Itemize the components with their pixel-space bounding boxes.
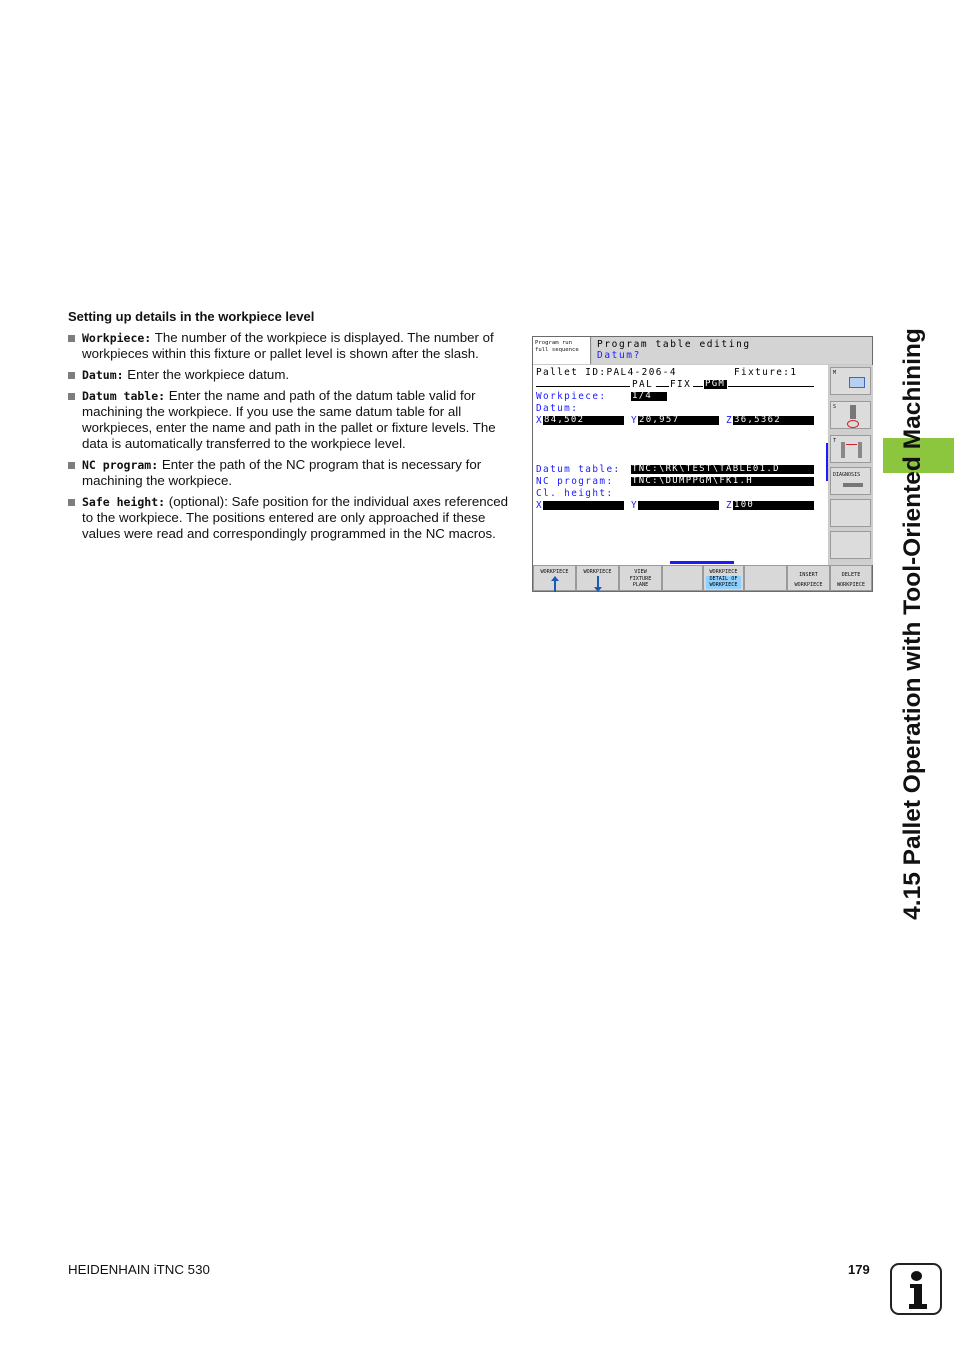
cl-z-field[interactable]: 100 [733, 501, 814, 510]
scroll-indicator [670, 561, 734, 564]
bullet-square-icon [68, 499, 75, 506]
softkey-label: VIEW [634, 569, 647, 575]
list-item [68, 494, 510, 542]
datum-table-field[interactable]: TNC:\RK\TEST\TABLE01.D [631, 465, 814, 474]
screen-header [592, 337, 872, 364]
info-icon [890, 1263, 942, 1315]
datum-x-label: X [536, 415, 544, 426]
softkey-insert-workpiece[interactable] [787, 565, 830, 591]
softkey-label: WORKPIECE [794, 581, 823, 588]
side-key-empty[interactable] [830, 531, 871, 559]
datum-z-field[interactable]: 36,5362 [733, 416, 814, 425]
parameter-list [68, 330, 510, 547]
cl-x-field[interactable] [543, 501, 624, 510]
parameter-description: Enter the name and path of the datum table valid for machining the workpiece. If you use the same datum table for all workpieces, enter the name and path in the pallet or fixture levels. The data is automatically transferred to the workpiece level. [82, 388, 496, 451]
softkey-label: WORKPIECE [583, 569, 612, 575]
softkey-label: WORKPIECE [540, 569, 569, 575]
softkey-label: DELETE [841, 572, 861, 578]
chapter-title-text: 4.15 Pallet Operation with Tool-Oriented Machining [899, 328, 926, 920]
parameter-description: Enter the workpiece datum. [123, 367, 290, 382]
side-bar-indicator [826, 443, 828, 481]
arrow-down-icon [577, 576, 618, 590]
clearance-height-label: Cl. height: [536, 488, 614, 499]
bullet-square-icon [68, 335, 75, 342]
datum-y-field[interactable]: 20,957 [638, 416, 719, 425]
softkey-label: DETAIL OF [706, 576, 741, 583]
datum-label: Datum: [536, 403, 579, 414]
tool-icon [841, 442, 845, 458]
manual-title: HEIDENHAIN iTNC 530 [68, 1262, 210, 1277]
arrow-up-icon [534, 576, 575, 590]
side-key-s-label: S [833, 404, 837, 410]
softkey-label: WORKPIECE [836, 581, 866, 588]
side-key-m-label: M [833, 370, 837, 376]
side-key-empty[interactable] [830, 499, 871, 527]
softkey-empty[interactable] [662, 565, 703, 591]
level-line [728, 386, 814, 387]
level-line [693, 386, 703, 387]
fixture-number: Fixture:1 [734, 367, 798, 378]
bullet-square-icon [68, 393, 75, 400]
datum-z-label: Z [726, 415, 734, 426]
softkey-empty[interactable] [744, 565, 787, 591]
level-line [656, 386, 669, 387]
parameter-description: Enter the path of the NC program that is necessary for machining the workpiece. [82, 457, 482, 488]
workpiece-label: Workpiece: [536, 391, 607, 402]
datum-x-field[interactable]: 84,502 [543, 416, 624, 425]
level-pgm-active[interactable]: PGM [705, 379, 726, 389]
softkey-workpiece-up[interactable] [533, 565, 576, 591]
cl-z-label: Z [726, 500, 734, 511]
screen-title: Program table editing [597, 339, 751, 350]
vertical-softkey-bar [829, 365, 873, 565]
softkey-workpiece-down[interactable] [576, 565, 619, 591]
machine-table-icon [849, 377, 865, 388]
softkey-label: WORKPIECE [709, 569, 738, 575]
cl-y-label: Y [631, 500, 639, 511]
bullet-square-icon [68, 462, 75, 469]
softkey-delete-workpiece[interactable] [830, 565, 872, 591]
softkey-label: WORKPIECE [706, 582, 741, 589]
parameter-term: Safe height: [82, 495, 166, 509]
list-item [68, 330, 510, 362]
side-key-m[interactable] [830, 367, 871, 395]
nc-program-field[interactable]: TNC:\DUMPPGM\FK1.H [631, 477, 814, 486]
softkey-label: INSERT [799, 572, 818, 578]
bullet-square-icon [68, 372, 75, 379]
datum-table-label: Datum table: [536, 464, 621, 475]
workpiece-field[interactable]: 1/4 [631, 392, 667, 401]
horizontal-softkey-row [533, 565, 872, 591]
list-item [68, 388, 510, 452]
chapter-side-title [883, 313, 943, 935]
parameter-term: Datum table: [82, 389, 166, 403]
side-key-t[interactable] [830, 435, 871, 463]
mode-line-2: full sequence [535, 347, 579, 353]
spindle-rotation-icon [847, 420, 859, 428]
softkey-label: FIXTURE [629, 575, 652, 582]
parameter-term: Datum: [82, 368, 124, 382]
tool-icon [858, 442, 862, 458]
side-key-diagnosis[interactable] [830, 467, 871, 495]
cl-y-field[interactable] [638, 501, 719, 510]
tnc-screen [532, 336, 873, 592]
parameter-term: NC program: [82, 458, 159, 472]
dialog-prompt: Datum? [597, 350, 641, 361]
side-key-t-label: T [833, 438, 837, 444]
parameter-description: The number of the workpiece is displayed. The number of workpieces within this fixture or pallet level is shown after the slash. [82, 330, 494, 361]
softkey-label: PLANE [632, 582, 649, 588]
level-fix: FIX [670, 379, 692, 390]
spindle-icon [850, 405, 856, 419]
level-line [536, 386, 630, 387]
parameter-description: (optional): Safe position for the individual axes referenced to the workpiece. The positions entered are only approached if these values were read and correspondingly programmed in the NC macros. [82, 494, 509, 541]
nc-program-label: NC program: [536, 476, 614, 487]
operating-mode [533, 337, 591, 364]
softkey-view-fixture-plane[interactable] [619, 565, 662, 591]
list-item [68, 367, 510, 383]
pallet-id: Pallet ID:PAL4-206-4 [536, 367, 677, 378]
diagnosis-label: DIAGNOSIS [833, 472, 861, 478]
list-item [68, 457, 510, 489]
tool-change-arrow-icon [846, 444, 857, 445]
pallet-table-form [533, 365, 828, 565]
cl-x-label: X [536, 500, 544, 511]
page-number: 179 [848, 1262, 870, 1277]
section-heading: Setting up details in the workpiece level [68, 309, 315, 324]
level-pal: PAL [632, 379, 654, 390]
softkey-detail-of-workpiece[interactable] [703, 565, 744, 591]
diagnosis-icon [843, 483, 863, 487]
parameter-term: Workpiece: [82, 331, 152, 345]
datum-y-label: Y [631, 415, 639, 426]
side-key-s[interactable] [830, 401, 871, 429]
mode-line-1: Program run [535, 340, 573, 346]
